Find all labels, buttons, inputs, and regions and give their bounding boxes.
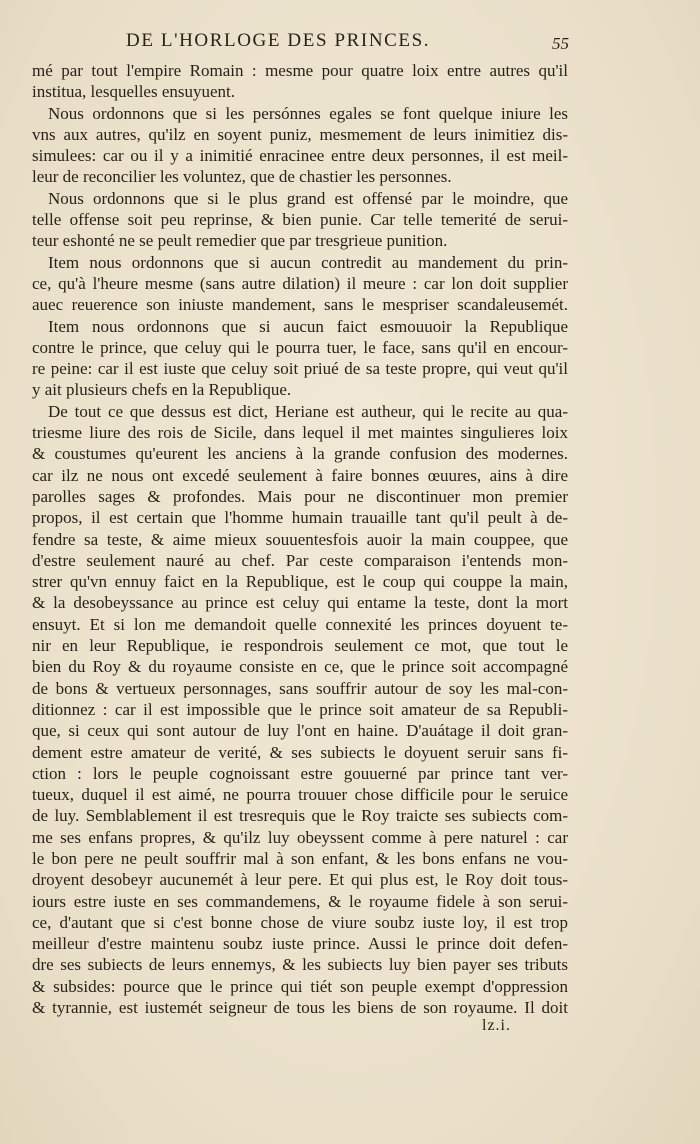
text-line: & subsides: pource que le prince qui tiét son peuple exempt d'oppression — [32, 976, 568, 996]
text-line: propos, il est certain que l'homme humain trauaille tant qu'il peult à de- — [32, 508, 568, 528]
text-line: auec reuerence son iniuste mandement, sans le mespriser scandaleusemét. — [32, 295, 568, 315]
text-line: le bon pere ne peult souffrir mal à son enfant, & les bons enfans ne vou- — [32, 848, 568, 868]
text-line: De tout ce que dessus est dict, Heriane est autheur, qui le recite au qua- — [48, 401, 568, 421]
text-line: teur eshonté ne se peult remedier que par tresgrieue punition. — [32, 231, 448, 251]
text-line: meilleur d'estre maintenu soubz iuste prince. Aussi le prince doit defen- — [32, 934, 568, 954]
body-text — [32, 60, 568, 1018]
text-line: simulees: car ou il y a inimitié enracinee entre deux personnes, il est meil- — [32, 146, 568, 166]
page-number: 55 — [552, 34, 569, 53]
text-line: Item nous ordonnons que si aucun contredit au mandement du prin- — [48, 252, 568, 272]
text-line: ction : lors le peuple cognoissant estre gouuerné par prince tant ver- — [32, 763, 568, 783]
text-line: parolles sages & profondes. Mais pour ne discontinuer mon premier — [32, 486, 568, 506]
text-line: vns aux autres, qu'ilz en soyent puniz, mesmement de leurs inimitiez dis- — [32, 124, 568, 144]
text-line: leur de reconcilier les voluntez, que de chastier les personnes. — [32, 167, 452, 187]
text-line: nir en leur Republique, ie respondrois seulement ce mot, que tout le — [32, 636, 568, 656]
running-title: DE L'HORLOGE DES PRINCES. — [126, 30, 431, 51]
text-line: ce, qu'à l'heure mesme (sans autre dilation) il meure : car lon doit supplier — [32, 273, 568, 293]
text-line: de luy. Semblablement il est tresrequis que le Roy traicte ses subiects com- — [32, 806, 568, 826]
text-line: mé par tout l'empire Romain : mesme pour quatre loix entre autres qu'il — [32, 61, 568, 80]
text-line: Nous ordonnons que si les persónnes egales se font quelque iniure les — [48, 103, 568, 123]
signature-mark: lz.i. — [482, 1017, 511, 1034]
running-head — [0, 30, 700, 56]
text-line: Item nous ordonnons que si aucun faict esmouuoir la Republique — [48, 316, 568, 336]
text-line: & la desobeyssance au prince est celuy qui entame la teste, dont la mort — [32, 593, 568, 613]
text-line: que, si ceux qui sont autour de luy l'ont en haine. D'auátage il doit gran- — [32, 721, 568, 741]
text-line: me ses enfans propres, & qu'ilz luy obeyssent comme à pere naturel : car — [32, 827, 568, 847]
text-line: de bons & vertueux personnages, sans souffrir autour de soy les mal-con- — [32, 678, 568, 698]
text-line: bien du Roy & du royaume consiste en ce, que le prince soit accompagné — [32, 657, 568, 677]
text-line: Nous ordonnons que si le plus grand est offensé par le moindre, que — [48, 188, 568, 208]
text-line: ditionnez : car il est impossible que le prince soit amateur de sa Republi- — [32, 699, 568, 719]
text-line: strer qu'vn ennuy faict en la Republique, est le coup qui couppe la main, — [32, 572, 568, 592]
text-line: d'estre seulement nauré au chef. Par ceste comparaison i'entends mon- — [32, 550, 568, 570]
text-line: triesme liure des rois de Sicile, dans lequel il met maintes singulieres loix — [32, 423, 568, 443]
text-line: y ait plusieurs chefs en la Republique. — [32, 380, 292, 400]
text-line: dement estre amateur de verité, & ses subiects le doyuent seruir sans fi- — [32, 742, 568, 762]
text-line: ce, d'autant que si c'est bonne chose de viure soubz iuste loy, il est trop — [32, 912, 568, 932]
text-line: & tyrannie, est iustemét seigneur de tous les biens de son royaume. Il doit — [32, 998, 568, 1018]
text-line: fendre sa teste, & aime mieux souuentesfois auoir la main couppee, que — [32, 529, 568, 549]
text-line: institua, lesquelles ensuyuent. — [32, 82, 236, 102]
text-line: tueux, duquel il est aimé, ne pourra trouuer chose difficile pour le seruice — [32, 785, 568, 805]
text-line: iours estre iuste en ses commandemens, & le royaume fidele à son serui- — [32, 891, 568, 911]
text-line: telle offense soit peu reprinse, & bien punie. Car telle temerité de serui- — [32, 210, 568, 230]
text-line: car ilz ne nous ont excedé seulement à faire bonnes œuures, ains à dire — [32, 465, 568, 485]
text-line: droyent desobeyr aucunemét à leur pere. Et qui plus est, le Roy doit tous- — [32, 870, 568, 890]
text-line: contre le prince, que celuy qui le pourra tuer, le face, sans qu'il en encour- — [32, 337, 568, 357]
text-line: & coustumes qu'eurent les anciens à la grande confusion des modernes. — [32, 444, 568, 464]
text-line: dre ses subiects de leurs ennemys, & les subiects luy bien payer ses tributs — [32, 955, 568, 975]
text-line: re peine: car il est iuste que celuy soit priué de sa teste propre, qui veut qu'il — [32, 359, 568, 379]
text-line: ensuyt. Et si lon me demandoit quelle connexité les princes doyuent te- — [32, 614, 568, 634]
